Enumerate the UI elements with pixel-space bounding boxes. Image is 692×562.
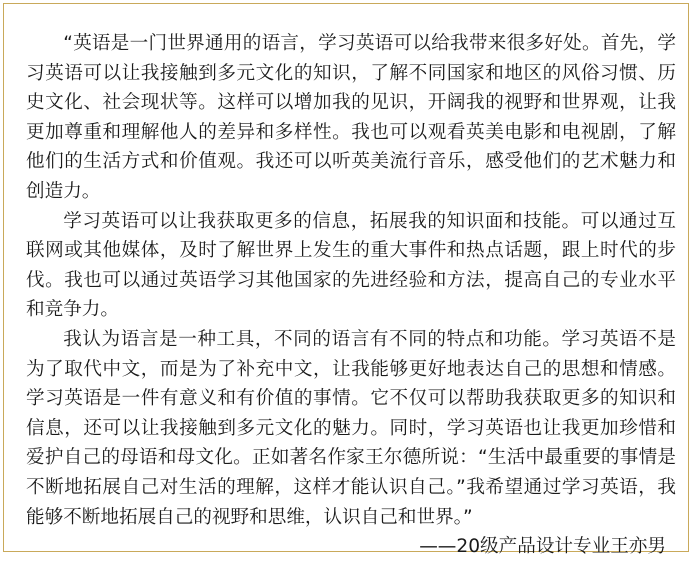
essay-frame — [3, 3, 689, 558]
author-signature: ——20级产品设计专业王亦男 — [419, 536, 666, 558]
essay-paragraph-2: 学习英语可以让我获取更多的信息，拓展我的知识面和技能。可以通过互联网或其他媒体，及时了解世界上发生的重大事件和热点话题，跟上时代的步伐。我也可以通过英语学习其他国家的先进经验和方法，提高自己的专业水平和竞争力。 — [26, 210, 676, 321]
essay-body — [26, 29, 676, 562]
essay-paragraph-1: “英语是一门世界通用的语言，学习英语可以给我带来很多好处。首先，学习英语可以让我接触到多元文化的知识，了解不同国家和地区的风俗习惯、历史文化、社会现状等。这样可以增加我的见识，开阔我的视野和世界观，让我更加尊重和理解他人的差异和多样性。我也可以观看英美电影和电视剧，了解他们的生活方式和价值观。我还可以听英美流行音乐，感受他们的艺术魅力和创造力。 — [26, 33, 676, 202]
essay-paragraph-3: 我认为语言是一种工具，不同的语言有不同的特点和功能。学习英语不是为了取代中文，而是为了补充中文，让我能够更好地表达自己的思想和情感。学习英语是一件有意义和有价值的事情。它不仅可以帮助我获取更多的知识和信息，还可以让我接触到多元文化的魅力。同时，学习英语也让我更加珍惜和爱护自己的母语和母文化。正如著名作家王尔德所说：“生活中最重要的事情是不断地拓展自己对生活的理解，这样才能认识自己。”我希望通过学习英语，我能够不断地拓展自己的视野和思维，认识自己和世界。” — [26, 328, 676, 528]
